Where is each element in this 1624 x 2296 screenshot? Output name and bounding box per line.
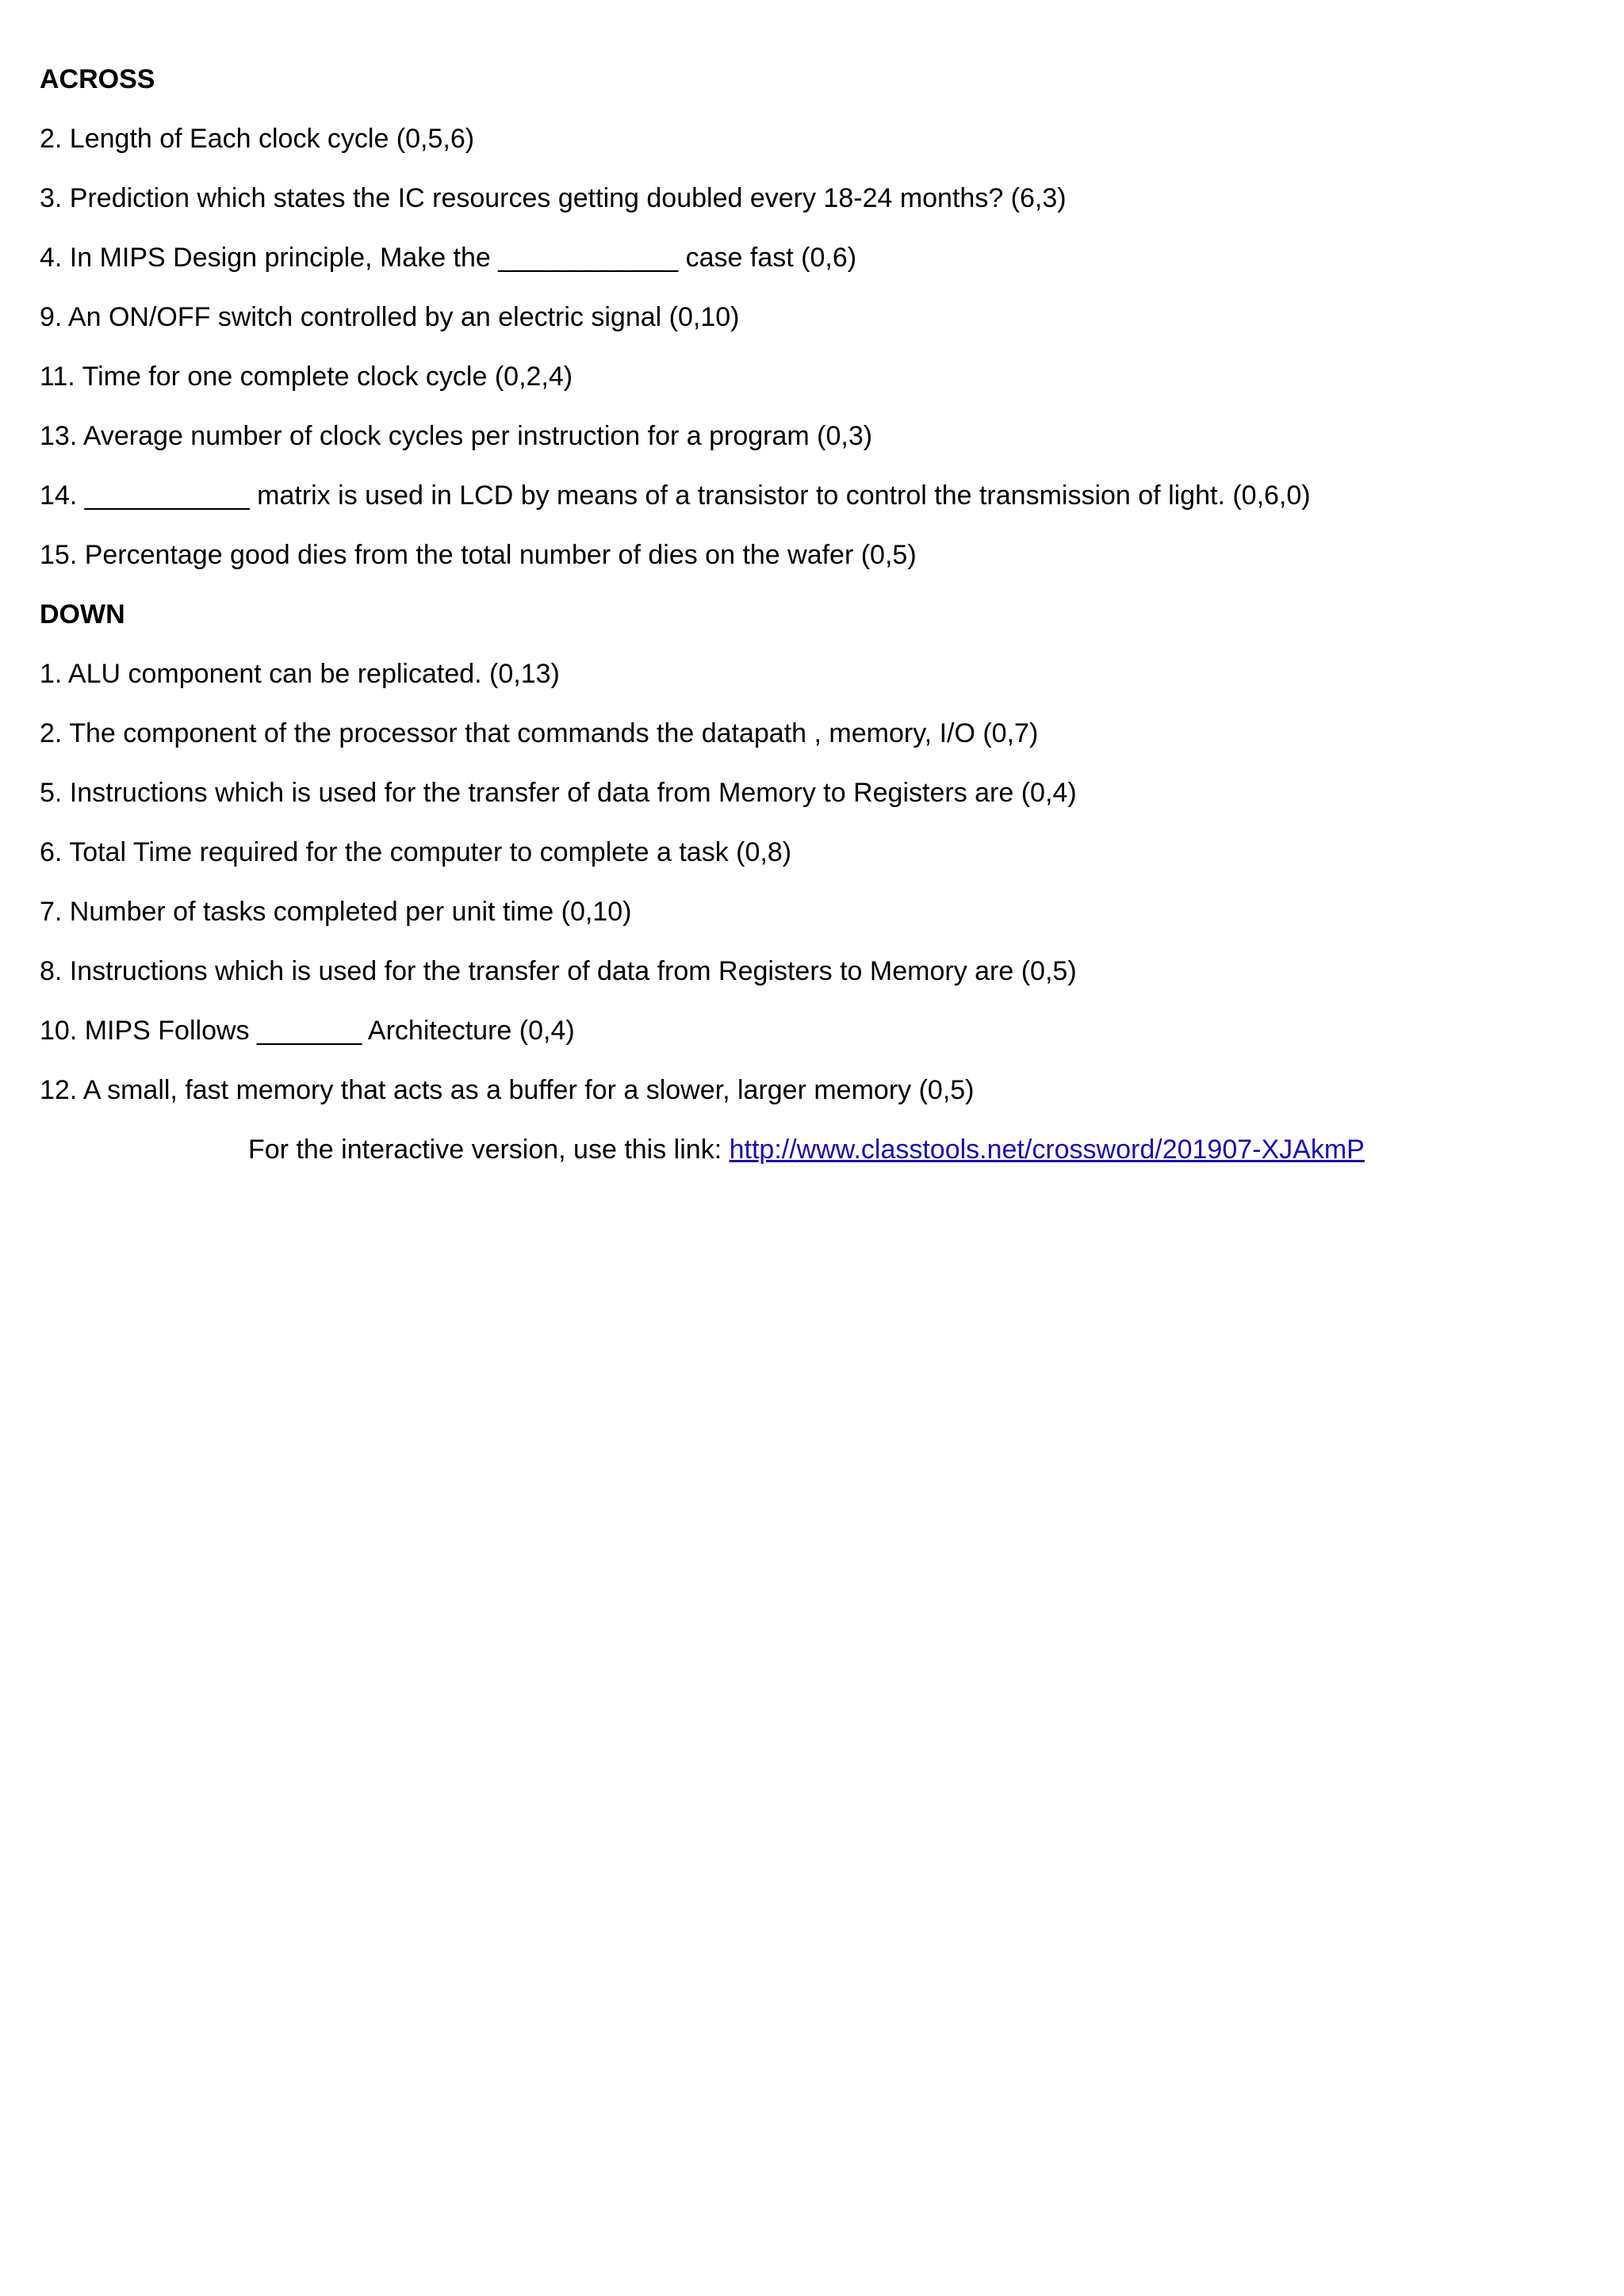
- across-clue: 11. Time for one complete clock cycle (0,2,4): [40, 362, 573, 392]
- down-clue: 5. Instructions which is used for the transfer of data from Memory to Registers are (0,4): [40, 778, 1077, 808]
- across-clue: 13. Average number of clock cycles per instruction for a program (0,3): [40, 421, 873, 451]
- footer-text: For the interactive version, use this link:: [248, 1135, 722, 1165]
- across-clue: 4. In MIPS Design principle, Make the ____________ case fast (0,6): [40, 243, 857, 273]
- down-clue: 7. Number of tasks completed per unit time (0,10): [40, 897, 632, 927]
- interactive-version-note: [248, 1134, 1584, 1165]
- down-clue: 8. Instructions which is used for the transfer of data from Registers to Memory are (0,5): [40, 956, 1077, 986]
- down-clue: 1. ALU component can be replicated. (0,13): [40, 659, 560, 689]
- interactive-crossword-link[interactable]: http://www.classtools.net/crossword/201907-XJAkmP: [729, 1135, 1365, 1165]
- across-clue-list: [40, 123, 1584, 571]
- across-clue: 9. An ON/OFF switch controlled by an electric signal (0,10): [40, 302, 740, 332]
- across-clue: 14. ___________ matrix is used in LCD by means of a transistor to control the transmission of light. (0,6,0): [40, 480, 1311, 511]
- down-clue: 12. A small, fast memory that acts as a buffer for a slower, larger memory (0,5): [40, 1075, 975, 1105]
- down-clue: 2. The component of the processor that commands the datapath , memory, I/O (0,7): [40, 718, 1039, 748]
- across-clue: 15. Percentage good dies from the total number of dies on the wafer (0,5): [40, 540, 917, 570]
- down-clue: 10. MIPS Follows _______ Architecture (0,4): [40, 1016, 575, 1046]
- down-clue-list: [40, 658, 1584, 1106]
- down-clue: 6. Total Time required for the computer to complete a task (0,8): [40, 837, 792, 867]
- across-clue: 2. Length of Each clock cycle (0,5,6): [40, 124, 475, 154]
- across-clue: 3. Prediction which states the IC resources getting doubled every 18-24 months? (6,3): [40, 183, 1067, 213]
- down-heading: DOWN: [40, 599, 125, 629]
- across-heading: ACROSS: [40, 64, 155, 94]
